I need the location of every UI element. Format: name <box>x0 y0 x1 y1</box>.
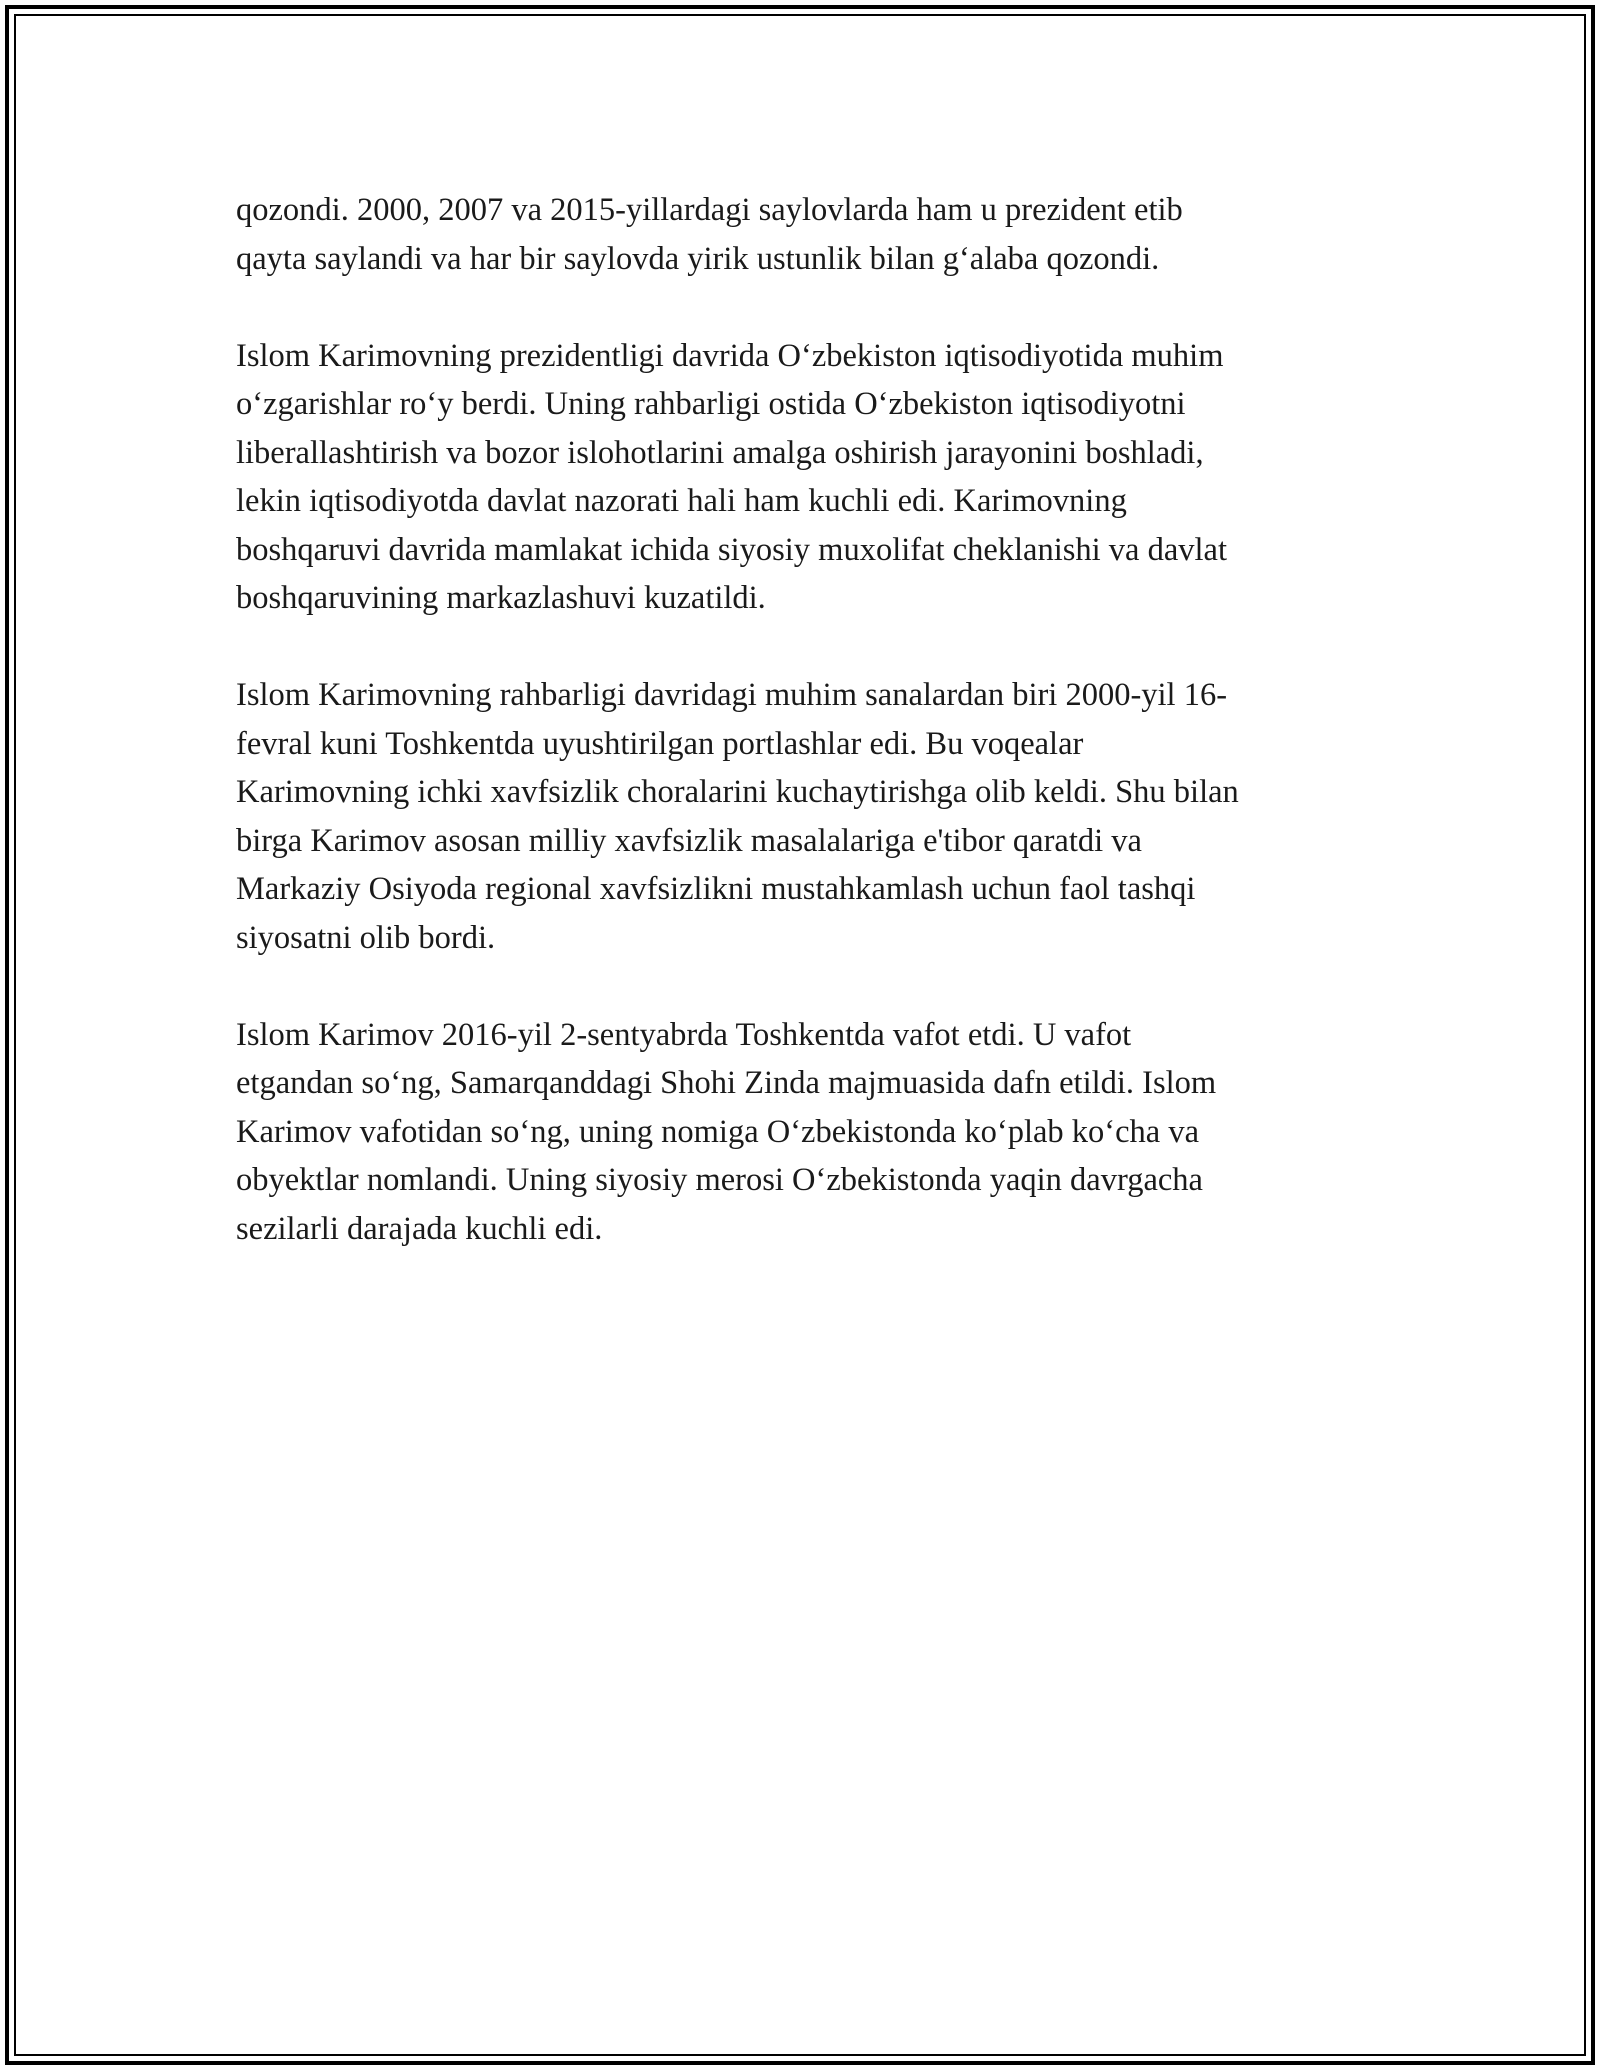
text-line: sezilarli darajada kuchli edi. <box>236 1210 603 1247</box>
text-line: Islom Karimov 2016-yil 2-sentyabrda Toshkentda vafot etdi. U vafot <box>236 1016 1132 1053</box>
document-body <box>236 186 1376 1302</box>
paragraph-1 <box>236 186 1376 283</box>
text-line: obyektlar nomlandi. Uning siyosiy merosi O‘zbekistonda yaqin davrgacha <box>236 1162 1203 1198</box>
text-line: o‘zgarishlar ro‘y berdi. Uning rahbarligi ostida O‘zbekiston iqtisodiyotni <box>236 386 1186 422</box>
paragraph-3 <box>236 671 1376 962</box>
text-line: lekin iqtisodiyotda davlat nazorati hali ham kuchli edi. Karimovning <box>236 483 1127 519</box>
text-line: Markaziy Osiyoda regional xavfsizlikni mustahkamlash uchun faol tashqi <box>236 871 1196 907</box>
text-line: etgandan so‘ng, Samarqanddagi Shohi Zinda majmuasida dafn etildi. Islom <box>236 1065 1217 1101</box>
text-line: qozondi. 2000, 2007 va 2015-yillardagi saylovlarda ham u prezident etib <box>236 192 1183 228</box>
text-line: siyosatni olib bordi. <box>236 919 496 956</box>
text-line: Karimov vafotidan so‘ng, uning nomiga O‘zbekistonda ko‘plab ko‘cha va <box>236 1113 1200 1150</box>
text-line: birga Karimov asosan milliy xavfsizlik masalalariga e'tibor qaratdi va <box>236 822 1142 859</box>
paragraph-4 <box>236 1011 1376 1254</box>
text-line: qayta saylandi va har bir saylovda yirik ustunlik bilan g‘alaba qozondi. <box>236 240 1160 277</box>
text-line: liberallashtirish va bozor islohotlarini amalga oshirish jarayonini boshladi, <box>236 434 1204 471</box>
text-line: fevral kuni Toshkentda uyushtirilgan portlashlar edi. Bu voqealar <box>236 725 1084 762</box>
paragraph-2 <box>236 332 1376 623</box>
text-line: Karimovning ichki xavfsizlik choralarini kuchaytirishga olib keldi. Shu bilan <box>236 774 1239 810</box>
text-line: Islom Karimovning rahbarligi davridagi muhim sanalardan biri 2000-yil 16- <box>236 677 1228 713</box>
text-line: boshqaruvi davrida mamlakat ichida siyosiy muxolifat cheklanishi va davlat <box>236 531 1227 568</box>
text-line: Islom Karimovning prezidentligi davrida O‘zbekiston iqtisodiyotida muhim <box>236 337 1224 374</box>
text-line: boshqaruvining markazlashuvi kuzatildi. <box>236 580 766 616</box>
